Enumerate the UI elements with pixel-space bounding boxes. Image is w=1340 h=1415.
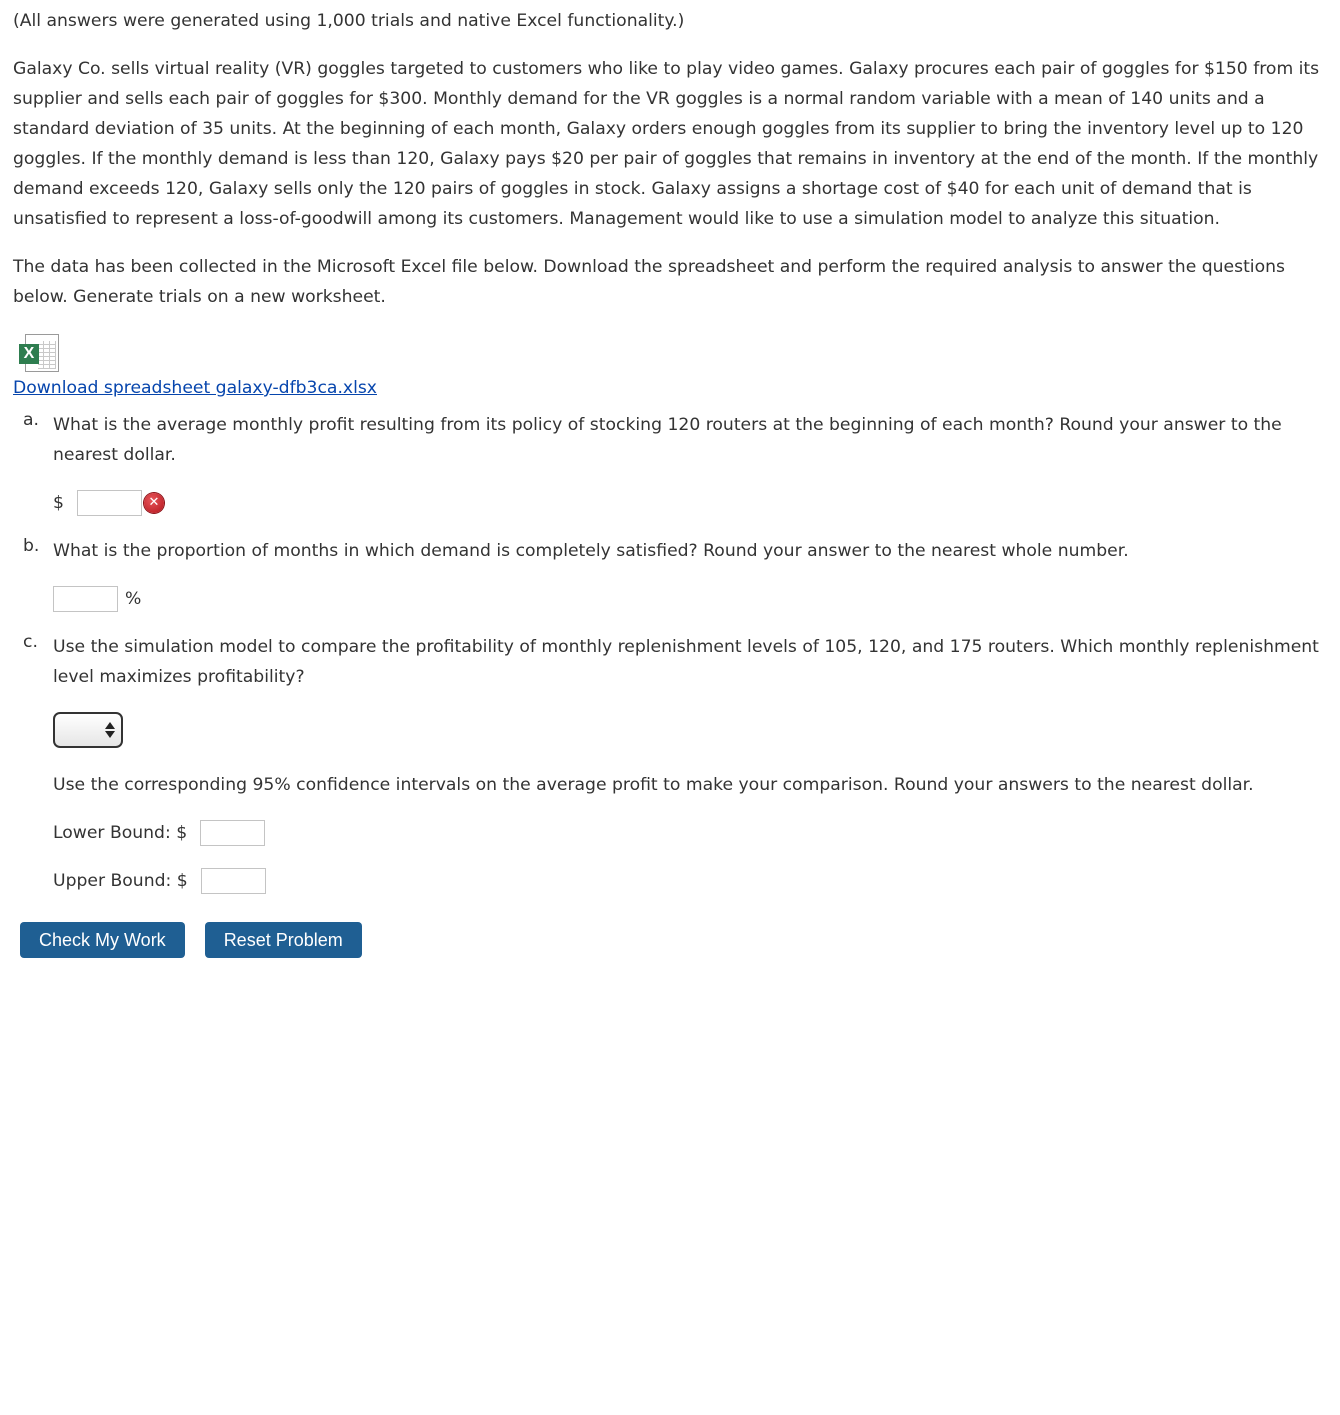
problem-content xyxy=(13,6,1329,958)
reset-problem-button[interactable]: Reset Problem xyxy=(205,922,362,958)
arrow-down-icon xyxy=(105,731,115,738)
question-b xyxy=(13,536,1329,614)
upper-bound-input[interactable] xyxy=(201,868,266,894)
question-c xyxy=(13,632,1329,896)
confidence-interval-text: Use the corresponding 95% confidence intervals on the average profit to make your comparison. Round your answers to the nearest dollar. xyxy=(53,775,1254,795)
note-text: (All answers were generated using 1,000 trials and native Excel functionality.) xyxy=(13,11,685,31)
question-a-label: a. xyxy=(23,410,39,430)
question-b-text: What is the proportion of months in which demand is completely satisfied? Round your answer to the nearest whole number. xyxy=(53,541,1129,561)
problem-description: Galaxy Co. sells virtual reality (VR) goggles targeted to customers who like to play video games. Galaxy procures each pair of goggles for $150 from its supplier and sells each pair of goggles for $300. Monthly demand for the VR goggles is a normal random variable with a mean of 140 units and a standard deviation of 35 units. At the beginning of each month, Galaxy orders enough goggles from its supplier to bring the inventory level up to 120 goggles. If the monthly demand is less than 120, Galaxy pays $20 per pair of goggles that remains in inventory at the end of the month. If the monthly demand exceeds 120, Galaxy sells only the 120 pairs of goggles in stock. Galaxy assigns a shortage cost of $40 for each unit of demand that is unsatisfied to represent a loss-of-goodwill among its customers. Management would like to use a simulation model to analyze this situation. xyxy=(13,59,1320,229)
replenishment-level-select[interactable] xyxy=(53,712,123,748)
percent-sign: % xyxy=(125,589,142,609)
arrow-up-icon xyxy=(105,722,115,729)
dollar-sign: $ xyxy=(53,493,64,513)
upper-bound-row xyxy=(53,866,1329,896)
select-arrows-icon xyxy=(105,722,115,738)
file-download-block xyxy=(13,332,1329,398)
proportion-satisfied-input[interactable] xyxy=(53,586,118,612)
question-a-text: What is the average monthly profit resulting from its policy of stocking 120 routers at the beginning of each month? Round your answer to the nearest dollar. xyxy=(53,415,1282,465)
lower-bound-label: Lower Bound: $ xyxy=(53,823,188,843)
incorrect-icon: ✕ xyxy=(144,493,164,513)
average-profit-input[interactable] xyxy=(77,490,142,516)
data-instructions: The data has been collected in the Microsoft Excel file below. Download the spreadsheet and perform the required analysis to answer the questions below. Generate trials on a new worksheet. xyxy=(13,257,1285,307)
upper-bound-label: Upper Bound: $ xyxy=(53,871,188,891)
question-a-answer-row xyxy=(53,488,1329,518)
check-my-work-button[interactable]: Check My Work xyxy=(20,922,185,958)
lower-bound-row xyxy=(53,818,1329,848)
action-buttons xyxy=(20,922,1329,958)
question-b-label: b. xyxy=(23,536,40,556)
question-a xyxy=(13,410,1329,518)
download-spreadsheet-link[interactable]: Download spreadsheet galaxy-dfb3ca.xlsx xyxy=(13,378,377,398)
question-b-answer-row xyxy=(53,584,1329,614)
question-c-label: c. xyxy=(23,632,38,652)
excel-file-icon[interactable] xyxy=(17,332,61,376)
excel-badge: X xyxy=(19,344,39,364)
lower-bound-input[interactable] xyxy=(200,820,265,846)
question-c-text: Use the simulation model to compare the profitability of monthly replenishment levels of 105, 120, and 175 routers. Which monthly replenishment level maximizes profitability? xyxy=(53,637,1319,687)
